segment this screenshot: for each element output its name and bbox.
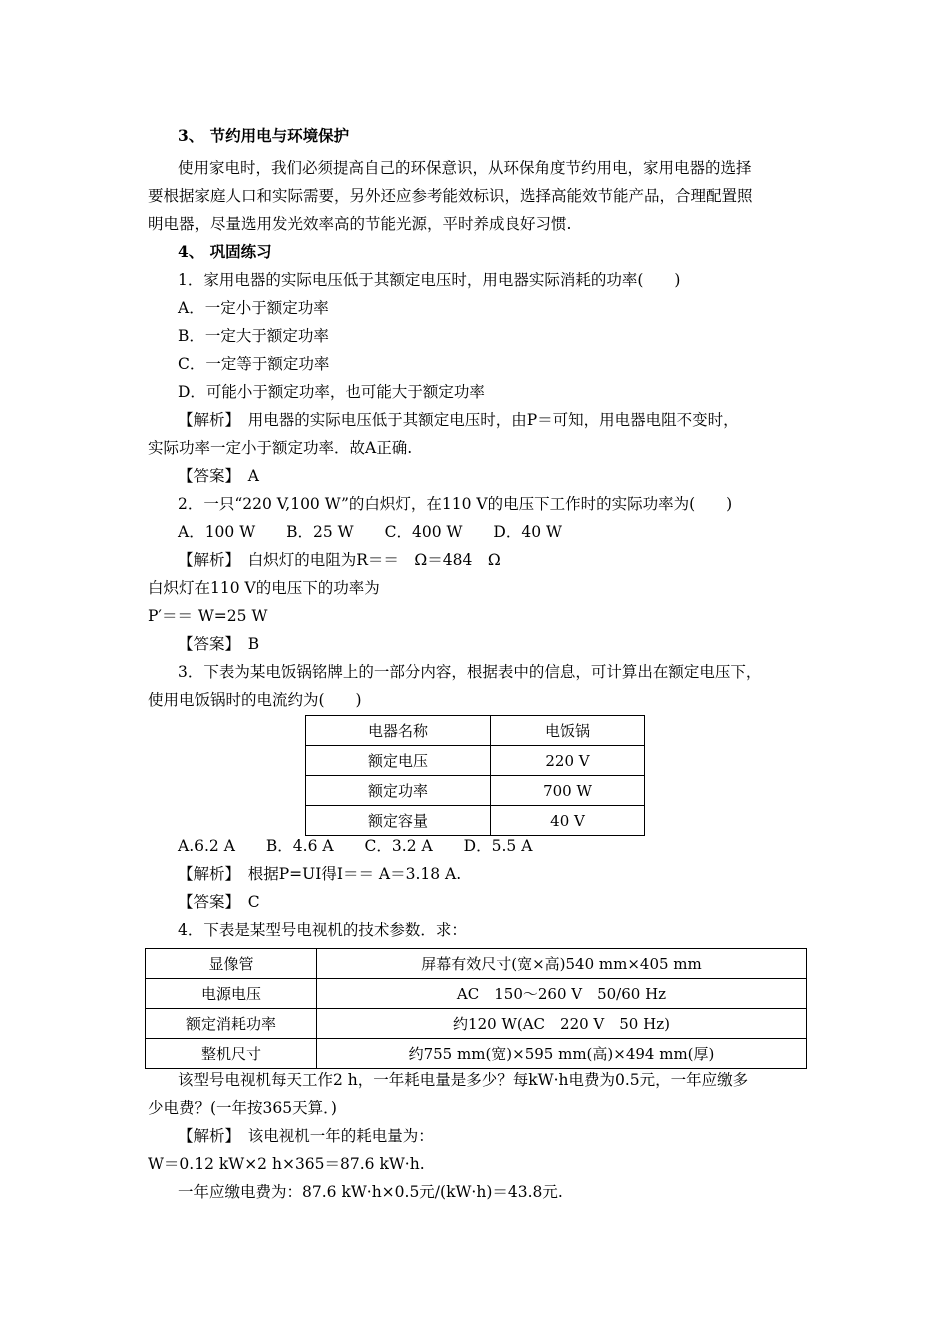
q1-answer: 【答案】 A (178, 467, 259, 485)
section-3-paragraph-line: 使用家电时，我们必须提高自己的环保意识，从环保角度节约用电，家用电器的选择 (178, 159, 752, 177)
table-row (146, 979, 807, 1009)
q3-stem: 3．下表为某电饭锅铭牌上的一部分内容，根据表中的信息，可计算出在额定电压下， (178, 663, 762, 681)
section-3-heading: 3、 节约用电与环境保护 (178, 126, 350, 145)
table-cell: 额定功率 (306, 776, 491, 806)
table-cell: AC 150～260 V 50/60 Hz (317, 979, 807, 1009)
rice-cooker-nameplate-table (305, 715, 645, 836)
q4-analysis: W＝0.12 kW×2 h×365＝87.6 kW·h. (148, 1155, 425, 1173)
section-3-paragraph-line: 要根据家庭人口和实际需要，另外还应参考能效标识，选择高能效节能产品，合理配置照 (148, 187, 753, 205)
table-row (306, 806, 645, 836)
q3-answer: 【答案】 C (178, 893, 260, 911)
table-row (306, 716, 645, 746)
table-cell: 电器名称 (306, 716, 491, 746)
table-cell: 700 W (491, 776, 645, 806)
q1-option-d: D．可能小于额定功率，也可能大于额定功率 (178, 383, 485, 401)
table-cell: 约755 mm(宽)×595 mm(高)×494 mm(厚) (317, 1039, 807, 1069)
section-4-heading: 4、 巩固练习 (178, 242, 272, 261)
q2-stem: 2．一只“220 V,100 W”的白炽灯，在110 V的电压下工作时的实际功率为( ) (178, 495, 733, 513)
table-cell: 屏幕有效尺寸(宽×高)540 mm×405 mm (317, 949, 807, 979)
q3-analysis: 【解析】 根据P=UI得I＝＝ A＝3.18 A. (178, 865, 462, 883)
table-cell: 整机尺寸 (146, 1039, 317, 1069)
q4-stem: 4．下表是某型号电视机的技术参数．求： (178, 921, 467, 939)
table-row (146, 1009, 807, 1039)
table-row (306, 776, 645, 806)
table-cell: 显像管 (146, 949, 317, 979)
table-cell: 40 V (491, 806, 645, 836)
tv-spec-table (145, 948, 807, 1069)
q4-question: 少电费？(一年按365天算．) (148, 1099, 337, 1117)
q1-stem: 1．家用电器的实际电压低于其额定电压时，用电器实际消耗的功率( ) (178, 271, 681, 289)
q2-answer: 【答案】 B (178, 635, 260, 653)
table-row (146, 949, 807, 979)
q2-analysis: P′＝＝ W=25 W (148, 607, 268, 625)
table-row (306, 746, 645, 776)
table-cell: 220 V (491, 746, 645, 776)
q1-analysis: 实际功率一定小于额定功率．故A正确. (148, 439, 413, 457)
table-cell: 额定电压 (306, 746, 491, 776)
table-cell: 额定容量 (306, 806, 491, 836)
table-cell: 电源电压 (146, 979, 317, 1009)
table-cell: 额定消耗功率 (146, 1009, 317, 1039)
q3-options: A.6.2 A B．4.6 A C．3.2 A D．5.5 A (178, 837, 533, 855)
table-row (146, 1039, 807, 1069)
table-cell: 约120 W(AC 220 V 50 Hz) (317, 1009, 807, 1039)
q4-analysis: 一年应缴电费为：87.6 kW·h×0.5元/(kW·h)＝43.8元. (178, 1183, 563, 1201)
q2-analysis: 【解析】 白炽灯的电阻为R＝＝ Ω＝484 Ω (178, 551, 501, 569)
q1-option-a: A．一定小于额定功率 (178, 299, 329, 317)
q4-question: 该型号电视机每天工作2 h，一年耗电量是多少？每kW·h电费为0.5元，一年应缴多 (178, 1071, 749, 1089)
q1-option-b: B．一定大于额定功率 (178, 327, 329, 345)
q2-analysis: 白炽灯在110 V的电压下的功率为 (148, 579, 380, 597)
q2-options: A．100 W B．25 W C．400 W D．40 W (178, 523, 562, 541)
q1-analysis: 【解析】 用电器的实际电压低于其额定电压时，由P＝可知，用电器电阻不变时， (178, 411, 739, 429)
q1-option-c: C．一定等于额定功率 (178, 355, 330, 373)
q4-analysis: 【解析】 该电视机一年的耗电量为： (178, 1127, 434, 1145)
q3-stem: 使用电饭锅时的电流约为( ) (148, 691, 362, 709)
section-3-paragraph-line: 明电器，尽量选用发光效率高的节能光源，平时养成良好习惯. (148, 215, 572, 233)
table-cell: 电饭锅 (491, 716, 645, 746)
